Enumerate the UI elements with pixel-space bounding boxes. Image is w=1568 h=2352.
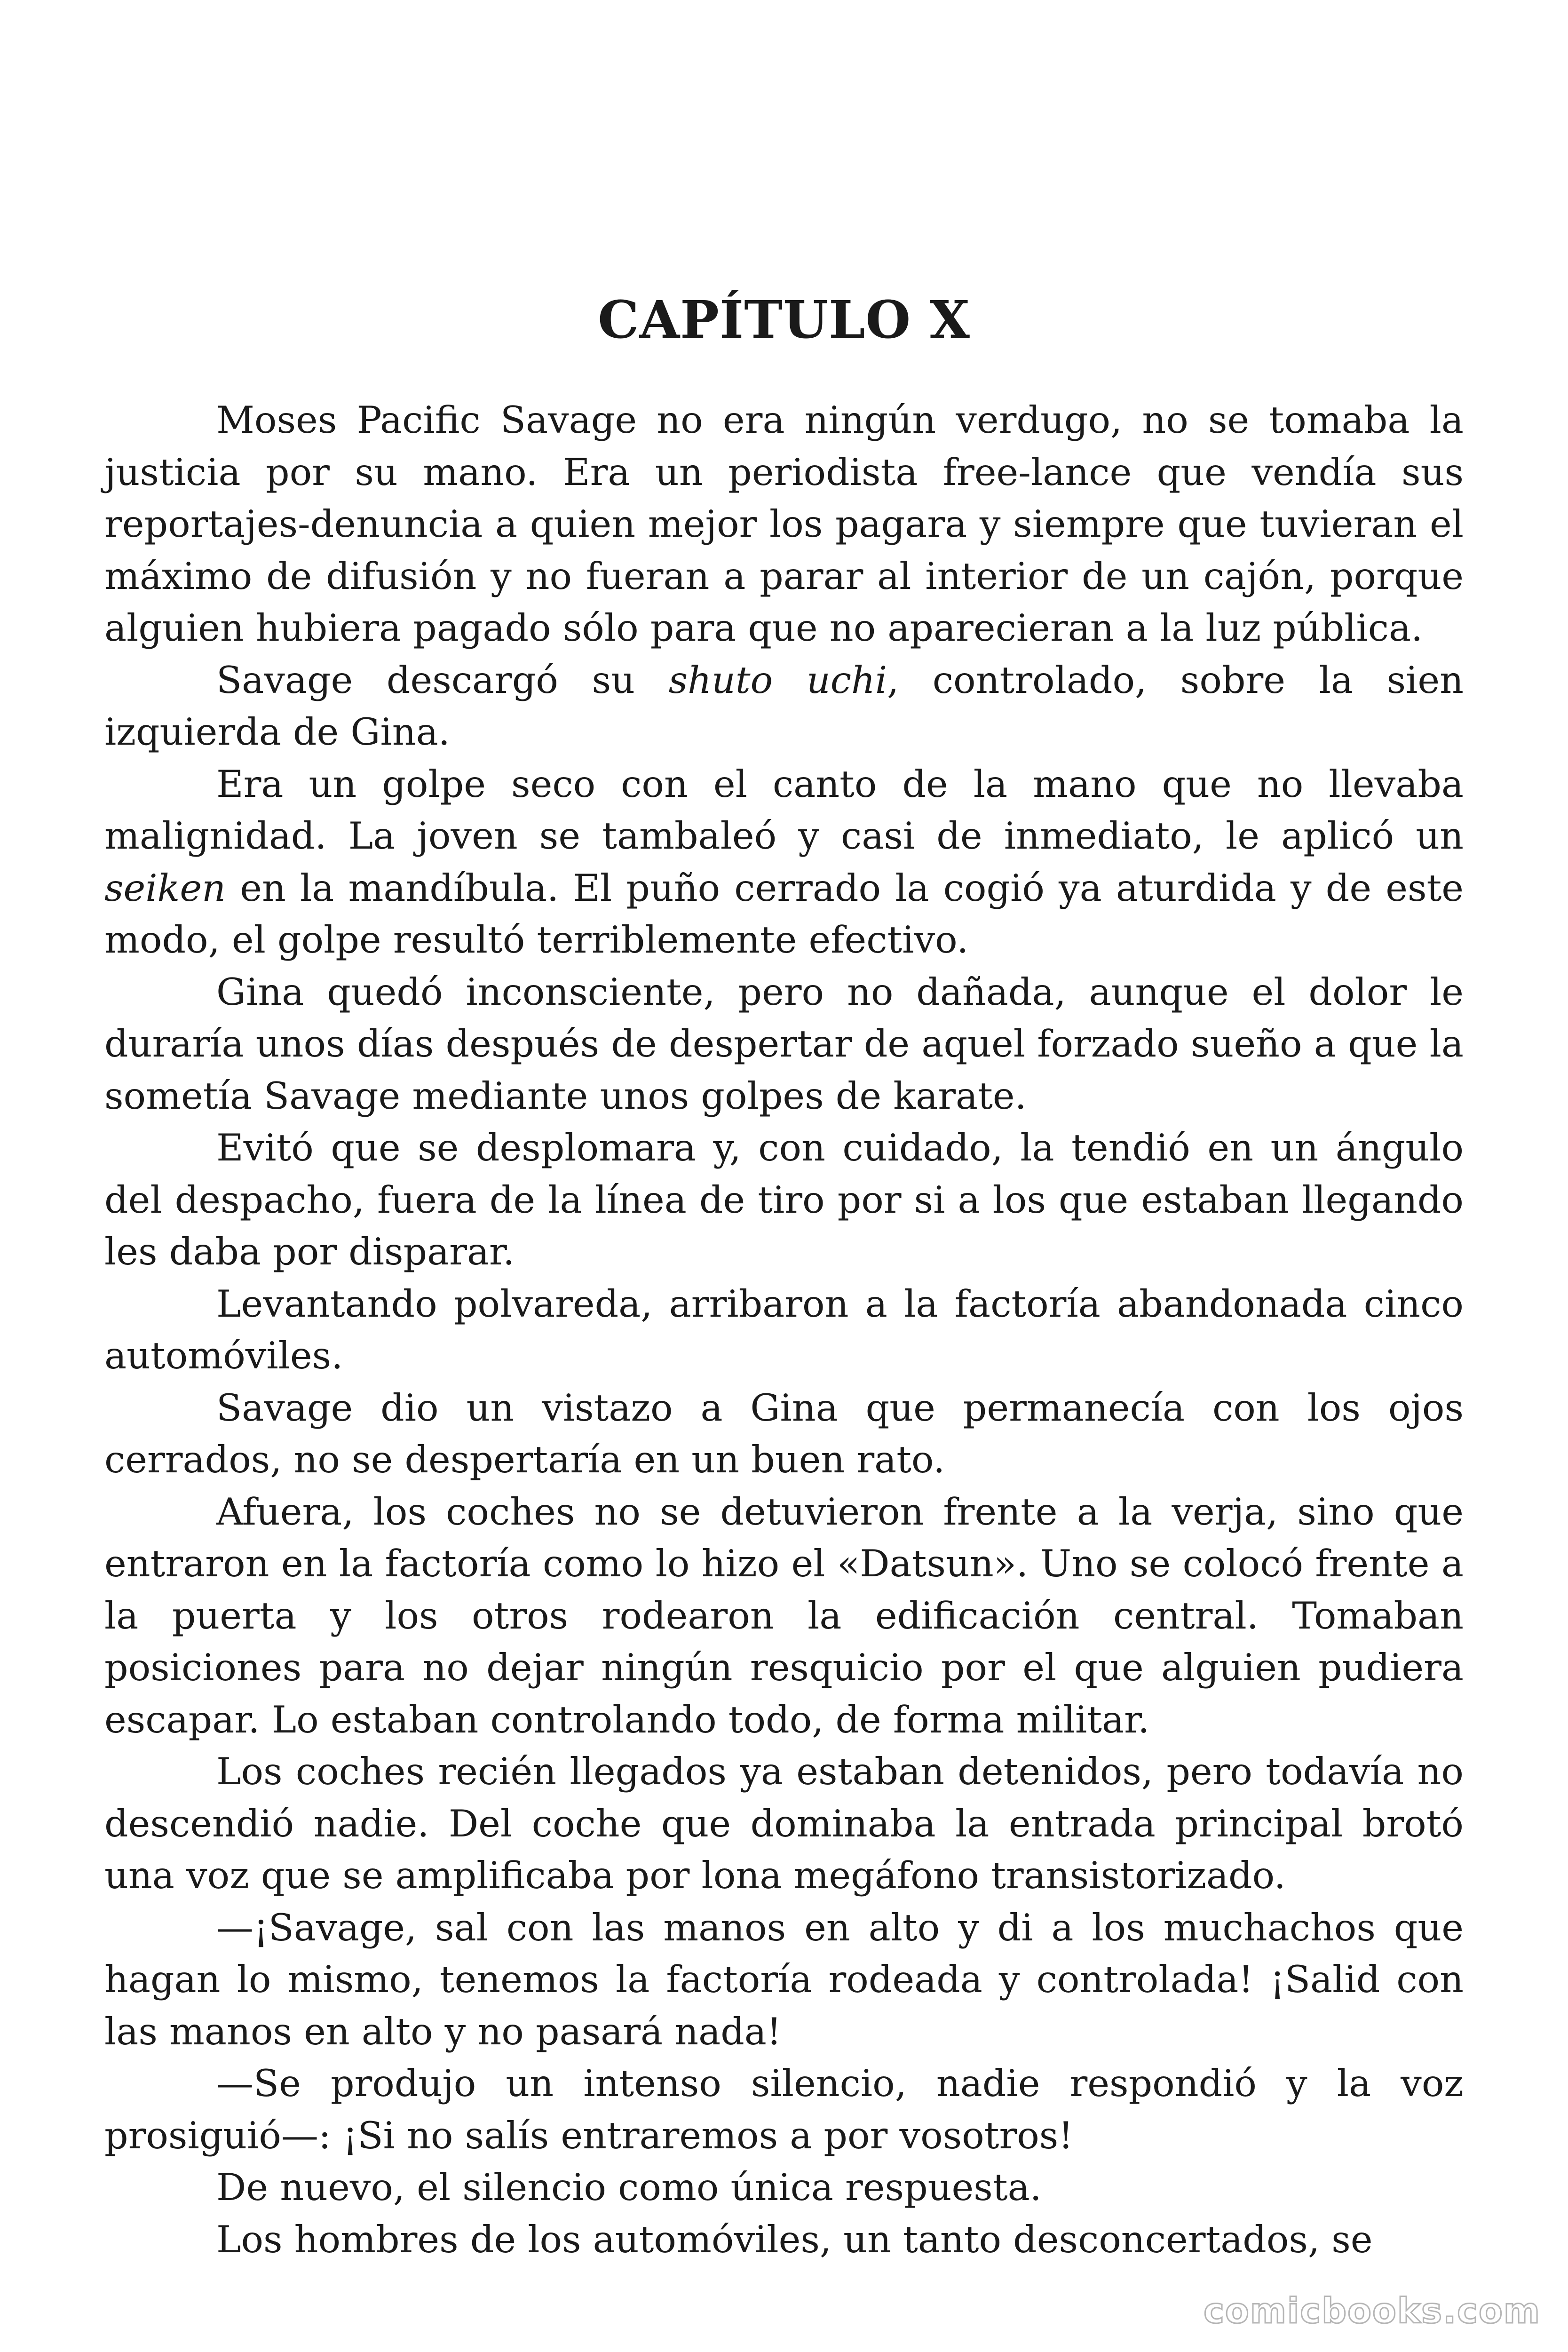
paragraph [104,2214,1464,2266]
paragraph-text: Era un golpe seco con el canto de la mano que no llevaba malignidad. La joven se tambaleó y casi de inmediato, le aplicó un [104,762,1464,858]
paragraph [104,1122,1464,1278]
italic-term: shuto uchi [668,658,887,702]
chapter-title: CAPÍTULO X [598,289,970,350]
paragraph [104,394,1464,654]
paragraph [104,758,1464,966]
paragraph [104,966,1464,1122]
paragraph [104,654,1464,758]
paragraph-text: , controlado, sobre la sien izquierda de Gina. [104,658,1464,754]
paragraph-text: Gina quedó inconsciente, pero no dañada, aunque el dolor le duraría unos días después de despertar de aquel forzado sueño a que la sometía Savage mediante unos golpes de karate. [104,970,1464,1118]
paragraph-text: Evitó que se desplomara y, con cuidado, la tendió en un ángulo del despacho, fuera de la línea de tiro por si a los que estaban llegando les daba por disparar. [104,1126,1464,1273]
paragraph-text: Afuera, los coches no se detuvieron frente a la verja, sino que entraron en la factoría como lo hizo el «Datsun». Uno se colocó frente a la puerta y los otros rodearon la edificación central. Tomaban posiciones para no dejar ningún resquicio por el que alguien pudiera escapar. Lo estaban controlando todo, de forma militar. [104,1490,1464,1741]
document-page [104,0,1464,2352]
paragraph-text: Los hombres de los automóviles, un tanto desconcertados, se [216,2217,1373,2261]
paragraph-text: Savage dio un vistazo a Gina que permanecía con los ojos cerrados, no se despertaría en un buen rato. [104,1386,1464,1481]
paragraph-text: Levantando polvareda, arribaron a la factoría abandonada cinco automóviles. [104,1282,1464,1377]
paragraph [104,2161,1464,2214]
paragraph [104,1746,1464,1902]
paragraph [104,1278,1464,1382]
paragraph-text: —¡Savage, sal con las manos en alto y di a los muchachos que hagan lo mismo, tenemos la factoría rodeada y controlada! ¡Salid con las manos en alto y no pasará nada! [104,1906,1464,2053]
site-watermark: comicbooks.com [1204,2291,1541,2331]
chapter-body [104,394,1464,2265]
paragraph [104,1902,1464,2058]
paragraph-text: De nuevo, el silencio como única respuesta. [216,2166,1042,2209]
paragraph [104,2058,1464,2161]
paragraph-text: en la mandíbula. El puño cerrado la cogió ya aturdida y de este modo, el golpe resultó terriblemente efectivo. [104,866,1464,961]
italic-term: seiken [104,866,226,910]
paragraph [104,1486,1464,1746]
paragraph [104,1382,1464,1486]
paragraph-text: Moses Pacific Savage no era ningún verdugo, no se tomaba la justicia por su mano. Era un periodista free-lance que vendía sus reportajes-denuncia a quien mejor los pagara y siempre que tuvieran el máximo de difusión y no fueran a parar al interior de un cajón, porque alguien hubiera pagado sólo para que no aparecieran a la luz pública. [104,398,1464,650]
paragraph-text: Los coches recién llegados ya estaban detenidos, pero todavía no descendió nadie. Del coche que dominaba la entrada principal brotó una voz que se amplificaba por lona megáfono transistorizado. [104,1750,1464,1897]
paragraph-text: Savage descargó su [216,658,669,702]
paragraph-text: —Se produjo un intenso silencio, nadie respondió y la voz prosiguió—: ¡Si no salís entraremos a por vosotros! [104,2062,1464,2157]
